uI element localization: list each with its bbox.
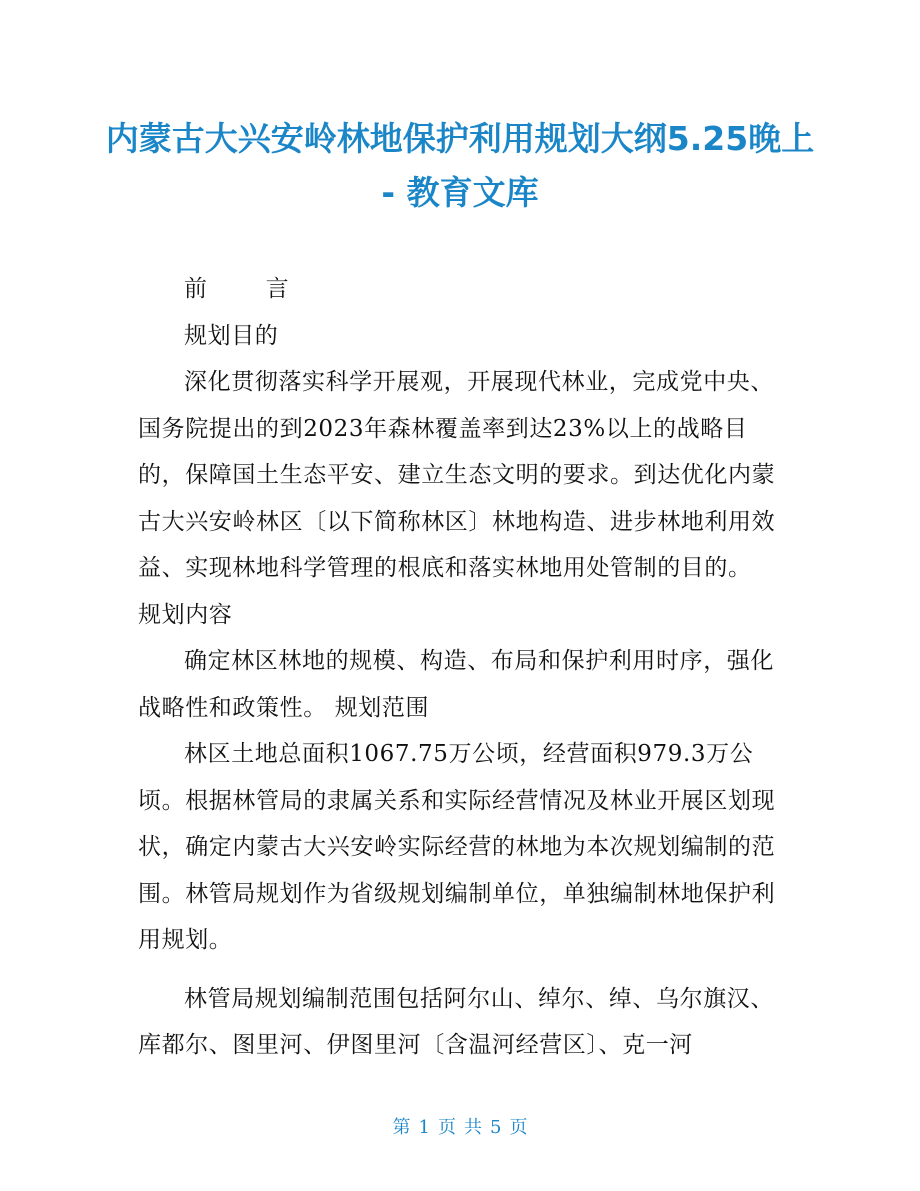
section-heading-content: 规划内容 xyxy=(138,601,233,628)
preface-char-1: 前 xyxy=(184,276,208,302)
footer-total-pages: 5 xyxy=(490,1117,502,1138)
footer-total-word: 共 xyxy=(464,1117,482,1138)
preface-char-2: 言 xyxy=(265,276,290,302)
document-title: 内蒙古大兴安岭林地保护利用规划大纲5.25晚上 - 教育文库 xyxy=(105,119,815,212)
document-body xyxy=(138,266,788,1069)
footer-suffix: 页 xyxy=(509,1117,528,1138)
footer-page-word: 页 xyxy=(438,1117,456,1138)
preface-heading xyxy=(138,266,788,313)
footer-prefix: 第 xyxy=(392,1117,411,1138)
section-heading-purpose: 规划目的 xyxy=(184,322,279,349)
paragraph-purpose: 深化贯彻落实科学开展观，开展现代林业，完成党中央、国务院提出的到2023年森林覆盖率到达23%以上的战略目的，保障国土生态平安、建立生态文明的要求。到达优化内蒙古大兴安岭林区〔以下简称林区〕林地构造、进步林地利用效益、实现林地科学管理的根底和落实林地用处管制的目的。 xyxy=(138,369,776,581)
page-footer xyxy=(0,1113,920,1139)
paragraph-scope: 林区土地总面积1067.75万公顷，经营面积979.3万公顷。根据林管局的隶属关系和实际经营情况及林业开展区划现状，确定内蒙古大兴安岭实际经营的林地为本次规划编制的范围。林管局规划作为省级规划编制单位，单独编制林地保护利用规划。 xyxy=(138,741,776,953)
footer-page-number: 1 xyxy=(418,1117,430,1138)
paragraph-scope-range: 林管局规划编制范围包括阿尔山、绰尔、绰、乌尔旗汉、库都尔、图里河、伊图里河〔含温河经营区〕、克一河 xyxy=(138,985,774,1058)
paragraph-content: 确定林区林地的规模、构造、布局和保护利用时序，强化战略性和政策性。 规划范围 xyxy=(138,648,774,721)
